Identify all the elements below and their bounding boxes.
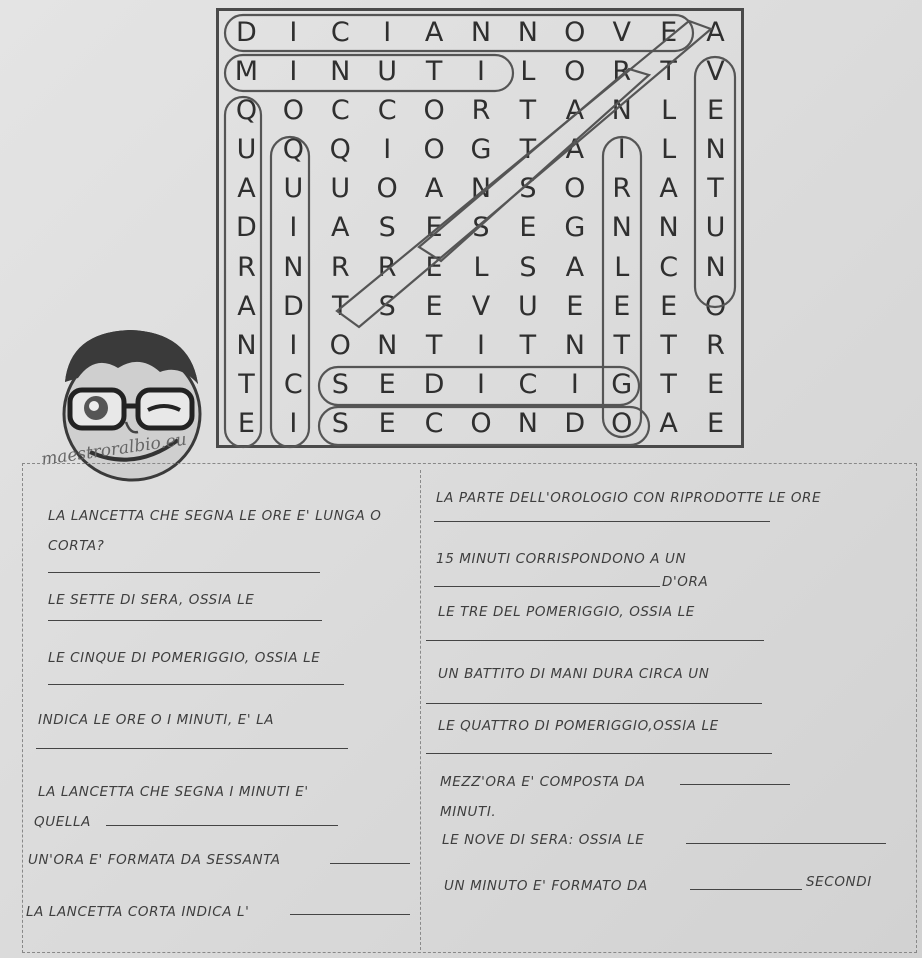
question-5: LA LANCETTA CHE SEGNA I MINUTI E' (38, 784, 309, 800)
question-1-line-1: LA LANCETTA CHE SEGNA LE ORE E' LUNGA O (48, 508, 382, 524)
grid-cell: S (472, 212, 490, 244)
grid-cell: N (705, 134, 726, 166)
grid-cell: Q (235, 95, 258, 127)
question-4: INDICA LE ORE O I MINUTI, E' LA (38, 712, 275, 728)
grid-cell: S (378, 290, 396, 322)
grid-cell: N (611, 212, 632, 244)
grid-cell: N (330, 56, 351, 88)
grid-cell: E (425, 251, 443, 283)
grid-cell: E (378, 368, 396, 400)
grid-cell: S (331, 407, 349, 439)
grid-cell: T (519, 134, 537, 166)
grid-cell: V (471, 290, 491, 322)
question-r2: 15 MINUTI CORRISPONDONO A UN (436, 551, 687, 567)
answer-line-r3[interactable] (426, 640, 764, 641)
grid-cell: Q (329, 134, 351, 166)
question-r4: UN BATTITO DI MANI DURA CIRCA UN (438, 666, 710, 682)
grid-cell: O (282, 95, 304, 127)
grid-cell: E (613, 290, 631, 322)
question-r6: MEZZ'ORA E' COMPOSTA DA (440, 774, 646, 790)
grid-cell: T (519, 329, 537, 361)
grid-cell: S (519, 251, 537, 283)
grid-cell: I (289, 56, 298, 88)
grid-cell: N (517, 17, 538, 49)
grid-cell: I (477, 368, 485, 400)
grid-cell: U (236, 134, 257, 166)
grid-cell: C (659, 251, 679, 283)
grid-cell: C (424, 407, 444, 439)
grid-cell: I (289, 212, 298, 244)
grid-cell: R (377, 251, 397, 283)
column-divider (420, 470, 421, 950)
grid-cell: T (660, 368, 677, 400)
answer-line-r2[interactable] (434, 586, 660, 587)
grid-cell: E (707, 95, 725, 127)
grid-cell: C (518, 368, 538, 400)
grid-cell: N (517, 407, 538, 439)
grid-cell: V (706, 56, 725, 88)
answer-line-6[interactable] (330, 863, 410, 864)
grid-cell: A (659, 407, 678, 439)
grid-cell: G (470, 134, 492, 166)
mascot-logo-text: maestroralbio.eu (40, 429, 188, 470)
grid-cell: A (706, 17, 725, 49)
answer-line-r4[interactable] (426, 703, 762, 704)
grid-cell: D (282, 290, 304, 322)
question-r5: LE QUATTRO DI POMERIGGIO,OSSIA LE (438, 718, 719, 734)
grid-cell: T (613, 329, 630, 361)
question-r7: LE NOVE DI SERA: OSSIA LE (442, 832, 645, 848)
grid-cell: I (570, 368, 579, 400)
grid-cell: U (330, 173, 351, 205)
grid-cell: N (236, 329, 257, 361)
grid-cell: T (238, 368, 255, 400)
grid-cell: I (383, 17, 392, 49)
grid-cell: D (236, 17, 257, 49)
grid-cell: O (564, 17, 586, 49)
question-2: LE SETTE DI SERA, OSSIA LE (48, 592, 255, 608)
answer-line-r7[interactable] (686, 843, 886, 844)
grid-cell: C (330, 17, 350, 49)
answer-line-r5[interactable] (426, 753, 772, 754)
answer-line-1[interactable] (48, 572, 320, 573)
answer-line-r1[interactable] (434, 521, 770, 522)
grid-cell: A (565, 95, 585, 127)
grid-cell: O (470, 407, 492, 439)
question-r3: LE TRE DEL POMERIGGIO, OSSIA LE (438, 604, 695, 620)
answer-line-r6[interactable] (680, 784, 790, 785)
question-5-line-2: QUELLA (34, 814, 91, 830)
grid-cell: E (566, 290, 584, 322)
question-r8: UN MINUTO E' FORMATO DA (444, 878, 648, 894)
grid-cell: R (706, 329, 725, 361)
grid-cell: C (330, 95, 350, 127)
grid-cell: R (330, 251, 350, 283)
answer-line-7[interactable] (290, 914, 410, 915)
grid-cell: A (424, 173, 444, 205)
grid-cell: S (378, 212, 396, 244)
grid-cell: N (283, 251, 304, 283)
question-3: LE CINQUE DI POMERIGGIO, OSSIA LE (48, 650, 321, 666)
grid-cell: O (423, 134, 445, 166)
grid-cell: N (470, 17, 492, 49)
grid-cell: R (471, 95, 491, 127)
grid-cell: E (660, 290, 678, 322)
grid-cell: O (611, 407, 633, 439)
grid-cell: V (612, 17, 631, 49)
grid-cell: L (661, 134, 677, 166)
answer-line-2[interactable] (48, 620, 322, 621)
grid-cell: E (707, 407, 725, 439)
answer-line-3[interactable] (48, 684, 344, 685)
grid-cell: I (383, 134, 392, 166)
grid-cell: T (707, 173, 724, 205)
grid-cell: I (289, 329, 298, 361)
grid-cell: E (707, 368, 725, 400)
grid-cell: L (614, 251, 630, 283)
grid-cell: Q (282, 134, 304, 166)
question-r1: LA PARTE DELL'OROLOGIO CON RIPRODOTTE LE ORE (436, 490, 822, 506)
grid-cell: N (611, 95, 632, 127)
grid-cell: M (234, 56, 259, 88)
grid-cell: S (519, 173, 537, 205)
grid-cell: D (423, 368, 445, 400)
grid-cell: E (237, 407, 255, 439)
grid-cell: R (237, 251, 256, 283)
answer-line-4[interactable] (36, 748, 348, 749)
grid-cell: L (473, 251, 489, 283)
grid-cell: C (377, 95, 397, 127)
grid-cell: T (519, 95, 537, 127)
grid-cell: N (470, 173, 492, 205)
grid-cell: R (612, 56, 632, 88)
grid-cell: A (237, 173, 256, 205)
grid-cell: U (705, 212, 726, 244)
grid-cell: E (425, 290, 443, 322)
question-7: LA LANCETTA CORTA INDICA L' (26, 904, 250, 920)
grid-cell: I (477, 56, 485, 88)
grid-cell: O (704, 290, 727, 322)
grid-cell: G (611, 368, 633, 400)
question-r6-suffix: MINUTI. (440, 804, 497, 820)
question-1-line-2: CORTA? (48, 538, 105, 554)
grid-cell: O (564, 56, 586, 88)
grid-cell: D (564, 407, 586, 439)
answer-line-5[interactable] (106, 825, 338, 826)
grid-cell: T (425, 56, 443, 88)
grid-cell: N (564, 329, 585, 361)
grid-cell: T (332, 290, 349, 322)
grid-cell: A (331, 212, 350, 244)
grid-cell: E (425, 212, 443, 244)
grid-cell: O (564, 173, 586, 205)
grid-cell: L (661, 95, 677, 127)
grid-cell: N (705, 251, 726, 283)
grid-cell: I (477, 329, 485, 361)
grid-cell: R (612, 173, 632, 205)
question-r8-suffix: SECONDI (806, 874, 872, 890)
grid-cell: U (283, 173, 304, 205)
grid-cell: U (377, 56, 398, 88)
grid-cell: N (658, 212, 679, 244)
grid-cell: O (423, 95, 445, 127)
grid-cell: I (289, 17, 298, 49)
grid-cell: I (617, 134, 626, 166)
grid-cell: D (236, 212, 257, 244)
grid-cell: E (519, 212, 537, 244)
grid-cell: C (283, 368, 303, 400)
grid-cell: A (565, 134, 585, 166)
answer-line-r8[interactable] (690, 889, 802, 890)
grid-cell: A (237, 290, 256, 322)
question-r2-suffix: D'ORA (662, 574, 709, 590)
grid-cell: O (376, 173, 398, 205)
grid-cell: T (660, 56, 677, 88)
grid-cell: L (520, 56, 536, 88)
grid-cell: O (329, 329, 351, 361)
grid-cell: T (425, 329, 443, 361)
grid-cell: E (660, 17, 678, 49)
grid-cell: G (564, 212, 586, 244)
grid-cell: S (331, 368, 349, 400)
grid-cell: U (518, 290, 538, 322)
grid-cell: N (377, 329, 398, 361)
grid-cell: T (660, 329, 677, 361)
grid-cell: A (424, 17, 444, 49)
grid-cell: A (659, 173, 678, 205)
grid-letters (223, 13, 739, 443)
word-search-grid (216, 8, 744, 448)
grid-cell: A (565, 251, 585, 283)
grid-cell: I (289, 407, 298, 439)
question-6: UN'ORA E' FORMATA DA SESSANTA (28, 852, 281, 868)
grid-cell: E (378, 407, 396, 439)
